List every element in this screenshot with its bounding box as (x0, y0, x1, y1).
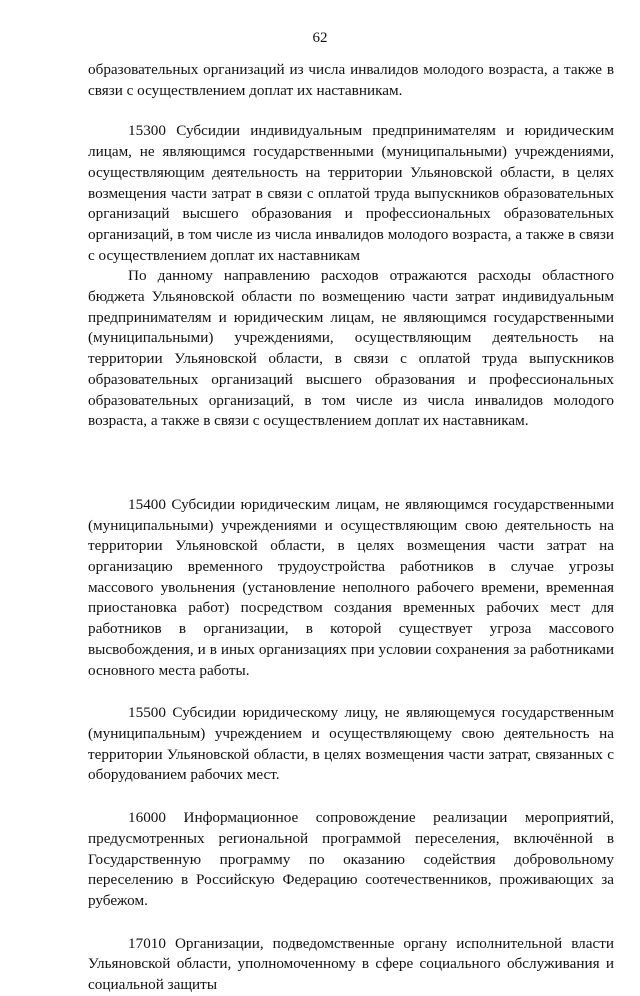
paragraph-15300: 15300 Субсидии индивидуальным предпринимателям и юридическим лицам, не являющимся государственными (муниципальными) учреждениями, осуществляющим деятельность на территории Ульяновской области, в целях возмещения части затрат в связи с оплатой труда выпускников образовательных организаций высшего образования и профессиональных образовательных организаций, в том числе из числа инвалидов молодого возраста, а также в связи с осуществлением доплат их наставникам (88, 122, 614, 264)
paragraph-15500: 15500 Субсидии юридическому лицу, не являющемуся государственным (муниципальным) учреждением и осуществляющему свою деятельность на территории Ульяновской области, в целях возмещения части затрат, связанных с оборудованием рабочих мест. (88, 704, 614, 784)
paragraph-continuation: образовательных организаций из числа инвалидов молодого возраста, а также в связи с осуществлением доплат их наставникам. (88, 61, 614, 99)
paragraph-16000: 16000 Информационное сопровождение реализации мероприятий, предусмотренных региональной программой переселения, включённой в Государственную программу по оказанию содействия добровольному переселению в Российскую Федерацию соотечественников, проживающих за рубежом. (88, 809, 614, 909)
page-number: 62 (312, 30, 328, 46)
paragraph-17010: 17010 Организации, подведомственные органу исполнительной власти Ульяновской области, уполномоченному в сфере социального обслуживания и социальной защиты (88, 934, 614, 994)
paragraph-15400: 15400 Субсидии юридическим лицам, не являющимся государственными (муниципальными) учреждениями и осуществляющим свою деятельность на территории Ульяновской области, в целях возмещения части затрат на организацию временного трудоустройства работников в случае угрозы массового увольнения (установление неполного рабочего времени, временная приостановка работ) посредством создания временных рабочих мест для работников в организации, в которой существует угроза массового высвобождения, и в иных организациях при условии сохранения за работниками основного места работы. (88, 495, 614, 679)
paragraph-15300-description: По данному направлению расходов отражаются расходы областного бюджета Ульяновской области по возмещению части затрат индивидуальным предпринимателям и юридическим лицам, не являющимся государственными (муниципальными) учреждениями, осуществляющим деятельность на территории Ульяновской области, в связи с оплатой труда выпускников образовательных организаций высшего образования и профессиональных образовательных организаций, в том числе из числа инвалидов молодого возраста, а также в связи с осуществлением доплат их наставникам. (88, 267, 614, 430)
document-body (88, 60, 614, 996)
